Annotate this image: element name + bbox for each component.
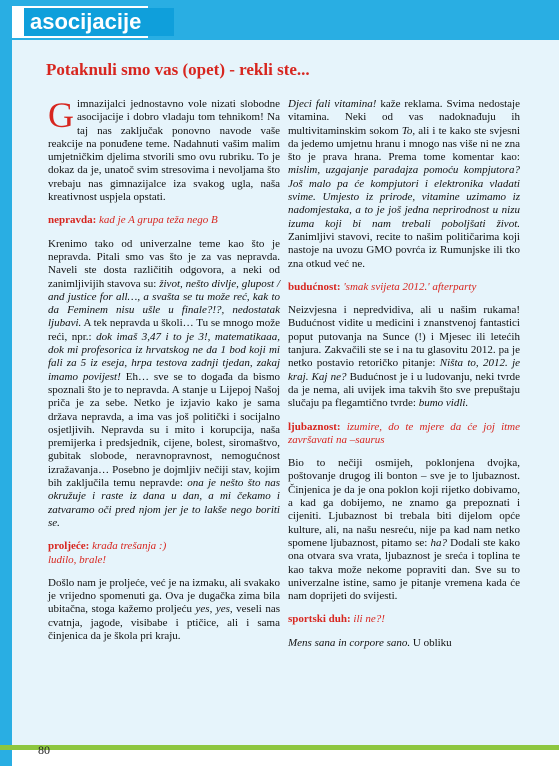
section-label: asocijacije bbox=[24, 8, 174, 36]
footer-green-rule bbox=[0, 745, 559, 750]
intro-paragraph: Gimnazijalci jednostavno vole nizati slobodne asocijacije i dobro vladaju tom tehnikom! Na taj nas zaključak ponovno navode vaše reakcije na ponuđene teme. Nadahnuti vašim malim umjetničkim djelima stvorili smo ovu rubriku. To je dokaz da je, unatoč svim stresovima i nevoljama što vrebaju nas gimnazijalce iza svakog ugla, naša kreativnost uspjela opstati. bbox=[48, 95, 280, 204]
nepravda-paragraph: Krenimo tako od univerzalne teme kao što je nepravda. Pitali smo vas što je za vas nepravda. Naveli ste dosta različitih odgovora, a neki od zanimljivijih stavova su: život, nešto divlje, glupost / and justice for all…, a svašta se tu može reć, kak to da Feminem nisu ušle u finale?!?, nedostatak ljubavi. A tek nepravda u školi… Tu se mnogo može reći, npr.: dok imaš 3,47 i to je 3!, matematikaaa, dok mi profesorica iz hrvatskog ne da 1 bod koji mi fali za 5 iz eseja, hrpa testova zadnji tjedan, zakaj imamo povijest! Eh… sve se to događa da bismo spoznali što je to nepravda. A stanje u Lijepoj Našoj priča je za sebe. Netko je izjavio kako je sama država nepravda, a ima vas još politički i socijalno osjetljivih. Nepravda su i mito i korupcija, naša premijerka i predsjednik, cijene, bolest, siromaštvo, gubitak slobode, neravnopravnost, nemogućnost izražavanja… Posebno je dojmljiv nečiji stav, kojim bih zaključila temu nepravde: ona je nešto što nas okružuje i raste iz dana u dan, a mi čekamo i zatvaramo oči pred njom jer je to lakše nego boriti se. bbox=[48, 237, 281, 529]
vitamin-paragraph: Djeci fali vitamina! kaže reklama. Svima nedostaje vitamina. Neki od vas nadoknađuju ih multivitaminskim sokom To, ali i te kako ste svjesni da jedemo umjetnu hranu i mnogo nas više ni ne zna što je prava hrana. Prema tome komentar kao: mislim, uzgajanje paradajza pomoću kompjutora? Još malo pa će kompjutori i elektronika vladati svime. Umjesto iz prirode, vitamine uzimamo iz nadomjestaka, a to je još jedna neprirodnost u nizu izuma koji bi nam trebali poboljšati život. Zanimljivi stavovi, recite to našim političarima koji nastoje na uvozu GMO povrća iz Rumunjske ili tko zna otkud već ne. bbox=[288, 98, 521, 270]
sportski-paragraph: Mens sana in corpore sano. U obliku bbox=[288, 636, 452, 649]
side-color-bar bbox=[0, 0, 12, 766]
proljece-paragraph: Došlo nam je proljeće, već je na izmaku, ali svakako je vrijedno spomenuti ga. Ova je dugačka zima bila ubitačna, stoga kažemo proljeću yes, yes, veseli nas cvatnja, jagode, visibabe i ptičice, ali i sama činjenica da je škola pri kraju. bbox=[48, 576, 280, 642]
ljubaznost-paragraph: Bio to nečiji osmijeh, poklonjena dvojka, poštovanje drugog ili bonton – sve je to ljubaznost. Činjenica je da je ona poklon koji rijetko dobivamo, a kad ga dobijemo, ne znamo ga prepoznati i cijeniti. Ljubaznost bi trebala biti dijelom opće kulture, ali, na našu nesreću, nije pa kad nam netko spomene ljubaznost, pitamo se: ha? Dodali ste kako ona otvara sva vrata, ljubaznost je sreća i toplina te kao takva može nekome popraviti dan. Sve su to univerzalne istine, samo je pitanje vremena kada će nam doprijeti do svijesti. bbox=[288, 457, 521, 603]
subhead-ljubaznost: ljubaznost: izumire, do te mjere da će joj itme završavati na –saurus bbox=[288, 420, 521, 446]
article-title: Potaknuli smo vas (opet) - rekli ste... bbox=[46, 60, 310, 79]
subhead-buducnost: budućnost: 'smak svijeta 2012.' afterparty bbox=[288, 280, 477, 293]
drop-cap: G bbox=[48, 95, 74, 135]
subhead-nepravda: nepravda: kad je A grupa teža nego B bbox=[48, 214, 218, 227]
subhead-proljece: proljeće: krađa trešanja :) ludilo, brale! bbox=[48, 540, 167, 566]
right-column bbox=[288, 98, 520, 657]
page-number: 80 bbox=[38, 743, 50, 757]
buducnost-paragraph: Neizvjesna i nepredvidiva, ali u našim rukama! Budućnost vidite u medicini i znanstvenoj fantastici poput putovanja na Sunce (!) i Mjesec ili letećih tanjura. Zakvačili ste se i na tu glasovitu 2012. pa je netko postavio retoričko pitanje: Ništa to, 2012. je kraj. Kaj ne? Budućnost je i u ludovanju, neki tvrde da je nema, ali uvijek ima takvih što sve prepuštaju slučaju pa flegamtično tvrde: bumo vidli. bbox=[288, 304, 521, 410]
left-column bbox=[48, 95, 281, 650]
subhead-sportski-duh: sportski duh: ili ne?! bbox=[288, 613, 385, 626]
